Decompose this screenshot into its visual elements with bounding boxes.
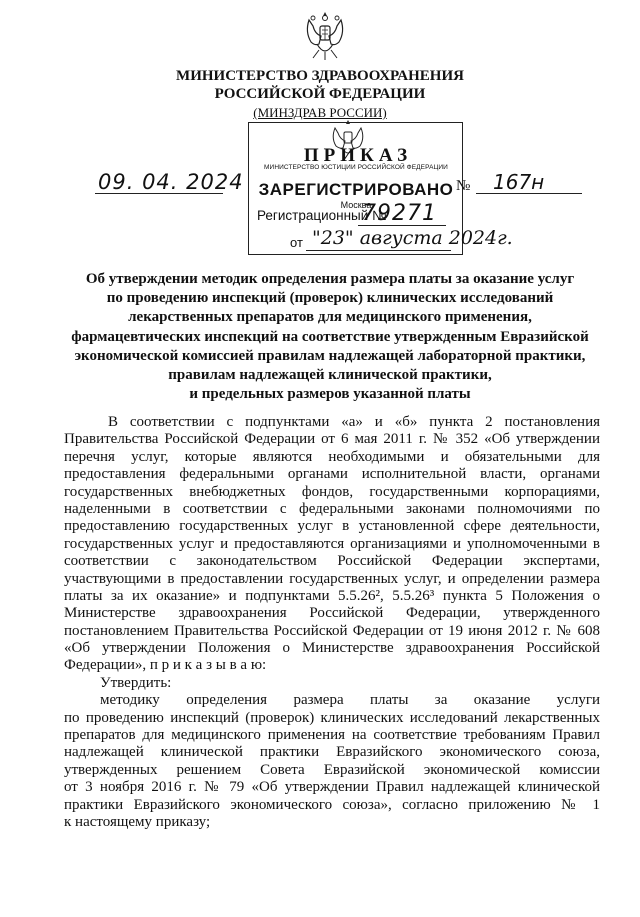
body-line: практики Евразийского экономического союза», согласно приложению № 1 (64, 796, 600, 813)
body-line: надлежащей клинической практики Евразийского экономического союза, (64, 744, 600, 761)
body-line: соответствии с законодательством Российской Федерации экспертами, (64, 553, 600, 570)
approve-label: Утвердить: (100, 674, 172, 691)
body-line: наделенными в соответствии с федеральными законами полномочиями по (64, 500, 600, 517)
title-line: экономической комиссией правилам надлежащей лабораторной практики, (74, 347, 586, 364)
title-line: лекарственных препаратов для медицинского применения, (128, 309, 532, 326)
body-line: утвержденных решением Совета Евразийской экономической комиссии (64, 761, 600, 778)
stamp-status: ЗАРЕГИСТРИРОВАНО (258, 180, 454, 199)
body-line: предоставления федеральными органами исполнительной власти, органами (64, 466, 600, 483)
reg-date-label: от (290, 235, 303, 250)
order-date-underline (95, 193, 223, 194)
order-number-underline (476, 193, 582, 194)
state-emblem-icon (303, 6, 347, 62)
title-line: фармацевтических инспекций на соответствие утвержденным Евразийской (71, 328, 589, 345)
order-number-label: № (456, 178, 471, 194)
reg-number-underline (358, 225, 446, 226)
order-date: 09. 04. 2024 (98, 170, 244, 194)
body-line: участвующими в предоставлении государственных услуг, и определении размера (64, 570, 600, 587)
stamp-city: Москва (340, 200, 372, 210)
title-line: правилам надлежащей клинической практики, (168, 367, 492, 384)
body-line: постановлением Правительства Российской Федерации от 19 июня 2012 г. № 608 (64, 622, 600, 639)
title-line: по проведению инспекций (проверок) клинических исследований (106, 290, 554, 307)
body-line: В соответствии с подпунктами «а» и «б» пункта 2 постановления (108, 414, 600, 430)
body-line: препаратов для медицинского применения на соответствие требованиям Правил (64, 727, 600, 744)
order-number: 167н (493, 170, 545, 194)
document-title (60, 270, 600, 404)
body-line: Министерстве здравоохранения Российской Федерации, утвержденного (64, 605, 600, 622)
body-line: «Об утверждении Положения о Министерстве здравоохранения Российской (64, 640, 600, 657)
body-line: по проведению инспекций (проверок) клинических исследований лекарственных (64, 709, 600, 726)
reg-number-label: Регистрационный № (257, 208, 387, 223)
ministry-name-line2: РОССИЙСКОЙ ФЕДЕРАЦИИ (214, 86, 426, 102)
body-line: государственных услуг и предоставляются организациями и уполномоченными в (64, 535, 600, 552)
ministry-abbreviation: (МИНЗДРАВ РОССИИ) (253, 105, 387, 120)
reg-date-underline (306, 250, 451, 251)
body-paragraph-1 (64, 414, 600, 831)
order-word: ПРИКАЗ (303, 145, 413, 166)
body-line: предоставлению государственных услуг в установленной сфере деятельности, (64, 518, 600, 535)
stamp-issuer: МИНИСТЕРСТВО ЮСТИЦИИ РОССИЙСКОЙ ФЕДЕРАЦИИ (264, 164, 448, 171)
body-line: Федерации», п р и к а з ы в а ю: (64, 657, 267, 674)
body-line: к настоящему приказу; (64, 813, 211, 830)
title-line: и предельных размеров указанной платы (189, 386, 471, 403)
body-line: государственных внебюджетных фондов, государственными корпорациями, (64, 483, 600, 500)
body-line: платы за их оказание» и подпунктами 5.5.26², 5.5.26³ пункта 5 Положения о (64, 587, 600, 604)
body-line: Правительства Российской Федерации от 6 мая 2011 г. № 352 «Об утверждении (64, 431, 600, 448)
body-line: от 3 ноября 2016 г. № 79 «Об утверждении Правил надлежащей клинической (64, 779, 600, 796)
body-line: методику определения размера платы за оказание услуги (100, 692, 600, 709)
title-line: Об утверждении методик определения размера платы за оказание услуг (85, 271, 575, 287)
ministry-name-line1: МИНИСТЕРСТВО ЗДРАВООХРАНЕНИЯ (176, 68, 464, 84)
reg-number-value: 79271 (362, 201, 437, 226)
reg-date-value: "23" августа 2024г. (312, 227, 513, 249)
body-line: перечня услуг, которые являются необходимыми и обязательными для (64, 448, 600, 465)
